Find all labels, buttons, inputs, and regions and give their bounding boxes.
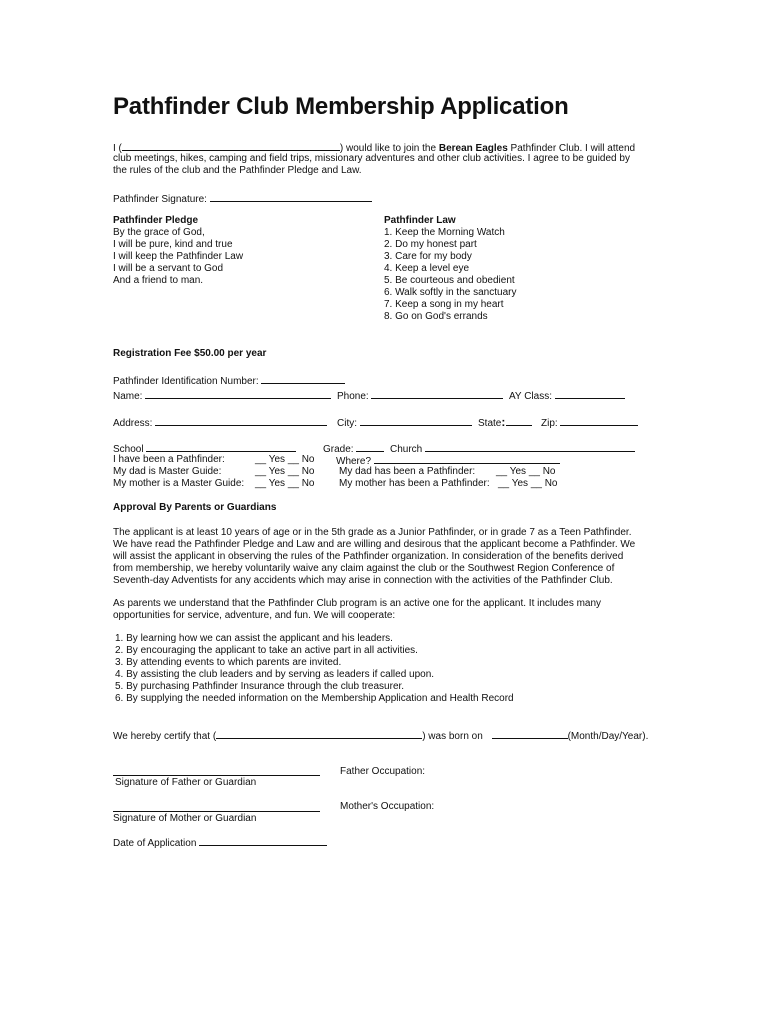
date-of-application-row: [113, 836, 327, 850]
dad-pathfinder-yes-no[interactable]: __ Yes __ No: [496, 466, 556, 477]
page-title: Pathfinder Club Membership Application: [113, 93, 569, 120]
mother-occupation-label: Mother's Occupation:: [340, 801, 435, 812]
mom-pathfinder-label: My mother has been a Pathfinder:: [339, 478, 490, 489]
id-number-row: [113, 374, 345, 388]
phone-field[interactable]: [371, 389, 503, 399]
law-line: 3. Care for my body: [384, 251, 472, 262]
school-field[interactable]: [146, 442, 296, 452]
certify-row: [113, 729, 648, 743]
law-line: 4. Keep a level eye: [384, 263, 470, 274]
church-field[interactable]: [425, 442, 635, 452]
id-number-label: Pathfinder Identification Number:: [113, 376, 262, 387]
law-line: 1. Keep the Morning Watch: [384, 227, 505, 238]
pathfinder-pledge: [113, 215, 243, 287]
zip-field[interactable]: [560, 416, 638, 426]
certify-pre: We hereby certify that (: [113, 731, 217, 742]
dad-master-yes-no[interactable]: __ Yes __ No: [255, 466, 315, 477]
pledge-line: By the grace of God,: [113, 227, 205, 238]
approval-line: The applicant is at least 10 years of age or in the 5th grade as a Junior Pathfinder, or in grade 7 as a Teen Pathfinder.: [113, 527, 632, 538]
approval-line: from membership, we hereby voluntarily waive any claim against the club or the Southwest Region Conference of: [113, 563, 615, 574]
pathfinder-law: [384, 215, 516, 323]
approval-paragraph-1: [113, 527, 635, 587]
registration-fee: Registration Fee $50.00 per year: [113, 348, 267, 359]
ay-class-label: AY Class:: [509, 391, 555, 402]
pledge-heading: Pathfinder Pledge: [113, 215, 199, 226]
address-field[interactable]: [155, 416, 327, 426]
intro-rest: Pathfinder Club. I will attend: [507, 143, 636, 154]
intro-post: ) would like to join the: [339, 143, 439, 154]
pathfinder-signature-row: [113, 192, 372, 206]
law-line: 7. Keep a song in my heart: [384, 299, 504, 310]
mom-master-yes-no[interactable]: __ Yes __ No: [255, 478, 315, 489]
law-line: 5. Be courteous and obedient: [384, 275, 515, 286]
signature-label: Pathfinder Signature:: [113, 194, 210, 205]
pledge-line: I will be a servant to God: [113, 263, 224, 274]
city-label: City:: [337, 418, 360, 429]
approval-line: will assist the applicant in observing the rules of the Pathfinder organization. In consideration of the benefits derived: [113, 551, 624, 562]
date-label: Date of Application: [113, 838, 200, 849]
name-label-wrap: [113, 389, 331, 403]
church-label: Church: [390, 444, 426, 455]
pledge-line: I will keep the Pathfinder Law: [113, 251, 244, 262]
address-wrap: [113, 416, 327, 430]
where-field[interactable]: [374, 454, 560, 464]
list-item: 5. By purchasing Pathfinder Insurance through the club treasurer.: [115, 681, 405, 692]
law-line: 6. Walk softly in the sanctuary: [384, 287, 517, 298]
pledge-line: And a friend to man.: [113, 275, 204, 286]
approval-line: We have read the Pathfinder Pledge and Law and are willing and desirous that the applicant become a Pathfinder. We: [113, 539, 636, 550]
state-colon: :: [501, 415, 506, 429]
list-item: 4. By assisting the club leaders and by serving as leaders if called upon.: [115, 669, 435, 680]
approval-line: As parents we understand that the Pathfinder Club program is an active one for the applicant. It includes many: [113, 598, 602, 609]
been-pathfinder-label: I have been a Pathfinder:: [113, 454, 225, 465]
applicant-name-blank[interactable]: [122, 141, 340, 151]
cooperation-list: [115, 633, 514, 705]
ay-class-wrap: [509, 389, 625, 403]
list-item: 3. By attending events to which parents are invited.: [115, 657, 342, 668]
intro-line-2: club meetings, hikes, camping and field trips, missionary adventures and other club activities. I agree to be guided by: [113, 153, 630, 164]
pledge-line: I will be pure, kind and true: [113, 239, 233, 250]
phone-label: Phone:: [337, 391, 372, 402]
grade-label: Grade:: [323, 444, 357, 455]
certify-name-field[interactable]: [216, 729, 422, 739]
intro-line-3: the rules of the club and the Pathfinder Pledge and Law.: [113, 165, 362, 176]
zip-label: Zip:: [541, 418, 561, 429]
id-number-field[interactable]: [261, 374, 345, 384]
name-label: Name:: [113, 391, 146, 402]
law-line: 2. Do my honest part: [384, 239, 477, 250]
intro-pre: I (: [113, 143, 122, 154]
where-label: Where?: [336, 456, 374, 467]
father-signature-line[interactable]: [113, 775, 320, 776]
state-field[interactable]: [506, 416, 532, 426]
birth-date-field[interactable]: [492, 729, 568, 739]
city-wrap: [337, 416, 472, 430]
ay-class-field[interactable]: [555, 389, 625, 399]
address-label: Address:: [113, 418, 156, 429]
father-signature-label: Signature of Father or Guardian: [115, 777, 257, 788]
phone-wrap: [337, 389, 503, 403]
city-field[interactable]: [360, 416, 472, 426]
mother-signature-line[interactable]: [113, 811, 320, 812]
mother-signature-label: Signature of Mother or Guardian: [113, 813, 257, 824]
list-item: 6. By supplying the needed information on the Membership Application and Health Record: [115, 693, 514, 704]
approval-heading: Approval By Parents or Guardians: [113, 502, 277, 513]
certify-post: (Month/Day/Year).: [567, 731, 649, 742]
date-field[interactable]: [199, 836, 327, 846]
certify-mid: ) was born on: [422, 731, 486, 742]
mom-master-label: My mother is a Master Guide:: [113, 478, 245, 489]
approval-line: Seventh-day Adventists for any accidents which may arise in connection with the activities of the Pathfinder Club.: [113, 575, 613, 586]
name-field[interactable]: [145, 389, 331, 399]
pathfinder-signature-field[interactable]: [210, 192, 372, 202]
been-pathfinder-yes-no[interactable]: __ Yes __ No: [255, 454, 315, 465]
zip-wrap: [541, 416, 638, 430]
approval-line: opportunities for service, adventure, and fun. We will cooperate:: [113, 610, 396, 621]
mom-pathfinder-yes-no[interactable]: __ Yes __ No: [498, 478, 558, 489]
law-line: 8. Go on God's errands: [384, 311, 488, 322]
grade-field[interactable]: [356, 442, 384, 452]
dad-master-label: My dad is Master Guide:: [113, 466, 222, 477]
state-wrap: [478, 416, 532, 430]
father-occupation-label: Father Occupation:: [340, 766, 426, 777]
list-item: 1. By learning how we can assist the applicant and his leaders.: [115, 633, 393, 644]
dad-pathfinder-label: My dad has been a Pathfinder:: [339, 466, 476, 477]
approval-paragraph-2: [113, 598, 601, 622]
club-name: Berean Eagles: [438, 143, 508, 154]
law-heading: Pathfinder Law: [384, 215, 456, 226]
state-label: State: [478, 418, 502, 429]
list-item: 2. By encouraging the applicant to take an active part in all activities.: [115, 645, 418, 656]
school-label: School: [113, 444, 147, 455]
